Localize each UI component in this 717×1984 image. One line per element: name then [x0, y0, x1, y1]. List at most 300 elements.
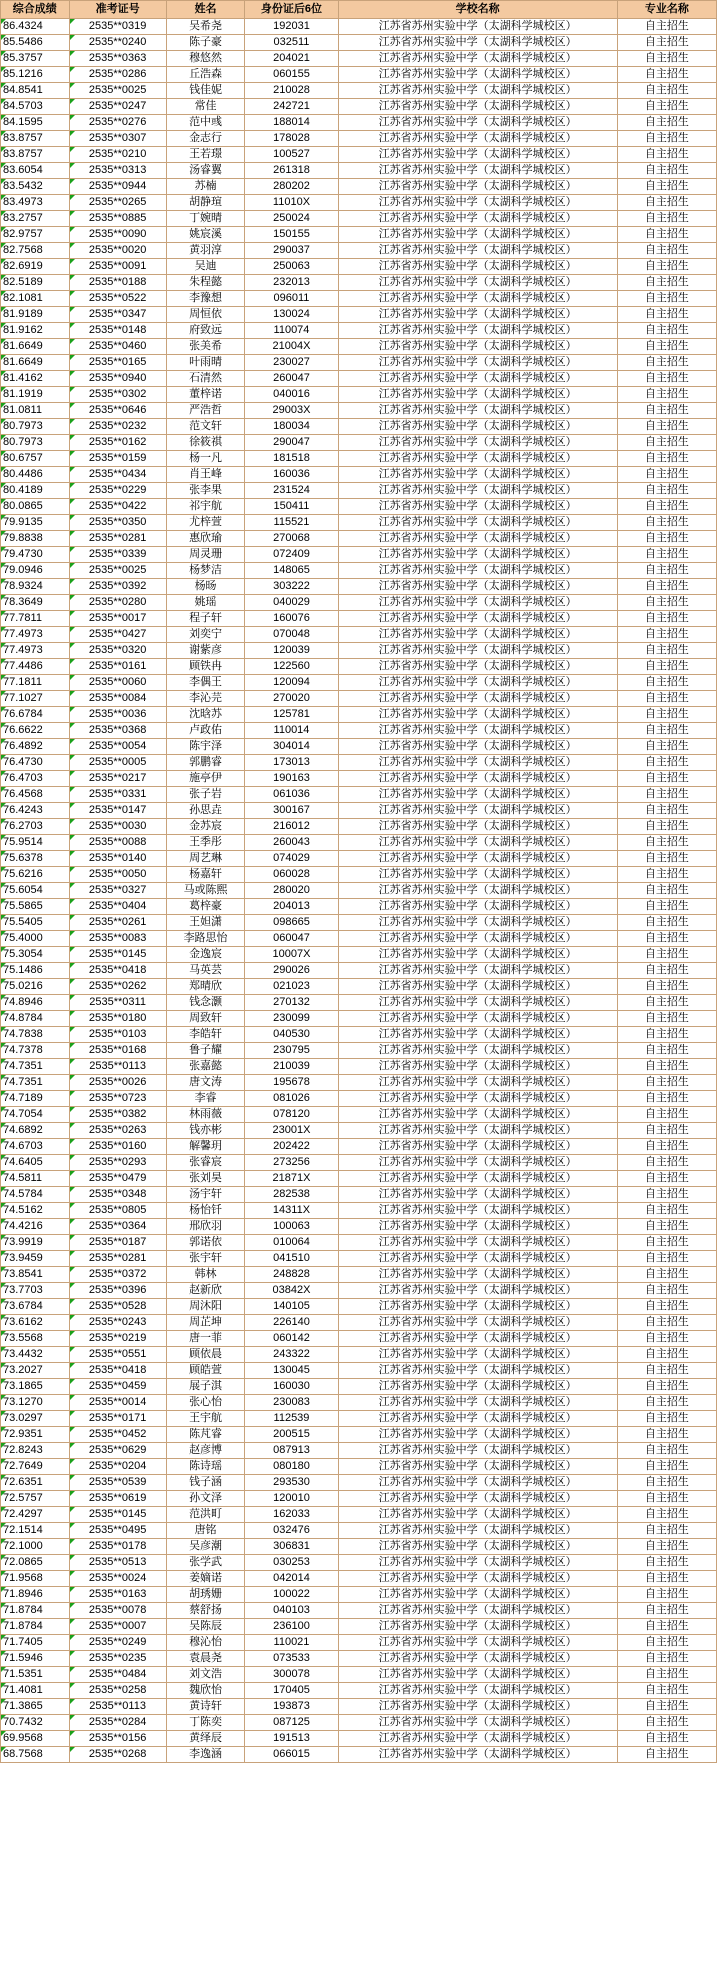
- table-row: [1, 1235, 717, 1251]
- cell-score: 78.9324: [1, 579, 70, 595]
- cell-exam-id: 2535**0156: [69, 1731, 166, 1747]
- cell-score: 74.7054: [1, 1107, 70, 1123]
- cell-major: 自主招生: [617, 707, 716, 723]
- cell-exam-id: 2535**0024: [69, 1571, 166, 1587]
- cell-major: 自主招生: [617, 547, 716, 563]
- cell-school: 江苏省苏州实验中学（太湖科学城校区）: [338, 1715, 617, 1731]
- cell-exam-id: 2535**0327: [69, 883, 166, 899]
- cell-name: 张美希: [166, 339, 245, 355]
- cell-major: 自主招生: [617, 211, 716, 227]
- cell-name: 郭诺依: [166, 1235, 245, 1251]
- cell-id-last6: 162033: [245, 1507, 338, 1523]
- cell-score: 83.5432: [1, 179, 70, 195]
- cell-name: 杨一凡: [166, 451, 245, 467]
- table-row: [1, 1267, 717, 1283]
- table-row: [1, 467, 717, 483]
- cell-major: 自主招生: [617, 467, 716, 483]
- table-row: [1, 1379, 717, 1395]
- cell-error-marker-icon: [70, 931, 75, 936]
- cell-exam-id: 2535**0088: [69, 835, 166, 851]
- cell-school: 江苏省苏州实验中学（太湖科学城校区）: [338, 483, 617, 499]
- cell-error-marker-icon: [70, 227, 75, 232]
- table-row: [1, 1059, 717, 1075]
- table-row: [1, 1491, 717, 1507]
- cell-id-last6: 120010: [245, 1491, 338, 1507]
- cell-name: 吴迪: [166, 259, 245, 275]
- table-row: [1, 547, 717, 563]
- cell-school: 江苏省苏州实验中学（太湖科学城校区）: [338, 179, 617, 195]
- cell-major: 自主招生: [617, 1603, 716, 1619]
- cell-major: 自主招生: [617, 899, 716, 915]
- cell-school: 江苏省苏州实验中学（太湖科学城校区）: [338, 819, 617, 835]
- cell-id-last6: 290026: [245, 963, 338, 979]
- cell-school: 江苏省苏州实验中学（太湖科学城校区）: [338, 339, 617, 355]
- cell-score: 74.7351: [1, 1059, 70, 1075]
- cell-error-marker-icon: [1, 467, 6, 472]
- cell-score: 76.4730: [1, 755, 70, 771]
- cell-score: 83.6054: [1, 163, 70, 179]
- cell-error-marker-icon: [1, 515, 6, 520]
- cell-error-marker-icon: [1, 483, 6, 488]
- cell-score: 74.7838: [1, 1027, 70, 1043]
- cell-error-marker-icon: [70, 1347, 75, 1352]
- cell-score: 84.8541: [1, 83, 70, 99]
- cell-score: 83.8757: [1, 147, 70, 163]
- cell-score: 81.9189: [1, 307, 70, 323]
- cell-name: 范中彧: [166, 115, 245, 131]
- cell-score: 74.5162: [1, 1203, 70, 1219]
- cell-exam-id: 2535**0025: [69, 563, 166, 579]
- cell-name: 李逸涵: [166, 1747, 245, 1763]
- cell-school: 江苏省苏州实验中学（太湖科学城校区）: [338, 1507, 617, 1523]
- cell-school: 江苏省苏州实验中学（太湖科学城校区）: [338, 787, 617, 803]
- cell-school: 江苏省苏州实验中学（太湖科学城校区）: [338, 195, 617, 211]
- cell-major: 自主招生: [617, 355, 716, 371]
- cell-name: 张子岩: [166, 787, 245, 803]
- cell-exam-id: 2535**0629: [69, 1443, 166, 1459]
- cell-id-last6: 030253: [245, 1555, 338, 1571]
- cell-error-marker-icon: [1, 643, 6, 648]
- cell-school: 江苏省苏州实验中学（太湖科学城校区）: [338, 515, 617, 531]
- cell-major: 自主招生: [617, 115, 716, 131]
- cell-exam-id: 2535**0168: [69, 1043, 166, 1059]
- cell-name: 程子轩: [166, 611, 245, 627]
- cell-score: 83.2757: [1, 211, 70, 227]
- cell-name: 张心怡: [166, 1395, 245, 1411]
- cell-major: 自主招生: [617, 1491, 716, 1507]
- cell-school: 江苏省苏州实验中学（太湖科学城校区）: [338, 1027, 617, 1043]
- cell-score: 76.4568: [1, 787, 70, 803]
- cell-name: 陈子豪: [166, 35, 245, 51]
- cell-name: 韩林: [166, 1267, 245, 1283]
- cell-major: 自主招生: [617, 179, 716, 195]
- cell-score: 75.1486: [1, 963, 70, 979]
- cell-school: 江苏省苏州实验中学（太湖科学城校区）: [338, 499, 617, 515]
- cell-error-marker-icon: [1, 1059, 6, 1064]
- cell-name: 王妲潇: [166, 915, 245, 931]
- cell-major: 自主招生: [617, 1619, 716, 1635]
- cell-school: 江苏省苏州实验中学（太湖科学城校区）: [338, 307, 617, 323]
- cell-exam-id: 2535**0161: [69, 659, 166, 675]
- cell-exam-id: 2535**0479: [69, 1171, 166, 1187]
- cell-score: 82.9757: [1, 227, 70, 243]
- table-row: [1, 803, 717, 819]
- cell-exam-id: 2535**0427: [69, 627, 166, 643]
- cell-id-last6: 29003X: [245, 403, 338, 419]
- cell-error-marker-icon: [1, 1571, 6, 1576]
- cell-error-marker-icon: [1, 1411, 6, 1416]
- cell-major: 自主招生: [617, 435, 716, 451]
- table-row: [1, 643, 717, 659]
- cell-id-last6: 130024: [245, 307, 338, 323]
- cell-id-last6: 078120: [245, 1107, 338, 1123]
- table-row: [1, 1587, 717, 1603]
- cell-error-marker-icon: [70, 35, 75, 40]
- cell-score: 79.4730: [1, 547, 70, 563]
- cell-id-last6: 191513: [245, 1731, 338, 1747]
- cell-major: 自主招生: [617, 1171, 716, 1187]
- table-row: [1, 1667, 717, 1683]
- cell-id-last6: 081026: [245, 1091, 338, 1107]
- cell-exam-id: 2535**0235: [69, 1651, 166, 1667]
- cell-score: 75.9514: [1, 835, 70, 851]
- cell-score: 82.5189: [1, 275, 70, 291]
- cell-score: 71.8784: [1, 1619, 70, 1635]
- cell-school: 江苏省苏州实验中学（太湖科学城校区）: [338, 451, 617, 467]
- table-row: [1, 1347, 717, 1363]
- cell-id-last6: 021023: [245, 979, 338, 995]
- cell-school: 江苏省苏州实验中学（太湖科学城校区）: [338, 1107, 617, 1123]
- table-row: [1, 611, 717, 627]
- cell-score: 83.8757: [1, 131, 70, 147]
- cell-school: 江苏省苏州实验中学（太湖科学城校区）: [338, 579, 617, 595]
- cell-school: 江苏省苏州实验中学（太湖科学城校区）: [338, 19, 617, 35]
- table-row: [1, 1715, 717, 1731]
- cell-school: 江苏省苏州实验中学（太湖科学城校区）: [338, 1379, 617, 1395]
- cell-name: 陈诗瑶: [166, 1459, 245, 1475]
- cell-score: 85.1216: [1, 67, 70, 83]
- cell-score: 70.7432: [1, 1715, 70, 1731]
- table-row: [1, 915, 717, 931]
- cell-name: 朱程懿: [166, 275, 245, 291]
- cell-error-marker-icon: [1, 1315, 6, 1320]
- cell-id-last6: 100527: [245, 147, 338, 163]
- cell-id-last6: 210039: [245, 1059, 338, 1075]
- cell-error-marker-icon: [70, 659, 75, 664]
- table-row: [1, 131, 717, 147]
- cell-error-marker-icon: [1, 51, 6, 56]
- cell-exam-id: 2535**0145: [69, 947, 166, 963]
- cell-exam-id: 2535**0148: [69, 323, 166, 339]
- cell-score: 71.8946: [1, 1587, 70, 1603]
- table-row: [1, 1443, 717, 1459]
- cell-error-marker-icon: [1, 1587, 6, 1592]
- cell-name: 范洪町: [166, 1507, 245, 1523]
- cell-major: 自主招生: [617, 275, 716, 291]
- cell-error-marker-icon: [1, 947, 6, 952]
- cell-major: 自主招生: [617, 1443, 716, 1459]
- cell-error-marker-icon: [70, 371, 75, 376]
- cell-score: 79.9135: [1, 515, 70, 531]
- cell-error-marker-icon: [70, 291, 75, 296]
- cell-major: 自主招生: [617, 979, 716, 995]
- table-row: [1, 355, 717, 371]
- cell-error-marker-icon: [70, 275, 75, 280]
- cell-school: 江苏省苏州实验中学（太湖科学城校区）: [338, 1587, 617, 1603]
- table-row: [1, 1555, 717, 1571]
- cell-score: 74.6892: [1, 1123, 70, 1139]
- cell-error-marker-icon: [1, 355, 6, 360]
- cell-error-marker-icon: [1, 723, 6, 728]
- cell-error-marker-icon: [1, 179, 6, 184]
- cell-error-marker-icon: [70, 723, 75, 728]
- cell-score: 84.5703: [1, 99, 70, 115]
- cell-exam-id: 2535**0159: [69, 451, 166, 467]
- cell-exam-id: 2535**0350: [69, 515, 166, 531]
- cell-school: 江苏省苏州实验中学（太湖科学城校区）: [338, 627, 617, 643]
- cell-score: 72.6351: [1, 1475, 70, 1491]
- cell-error-marker-icon: [70, 1443, 75, 1448]
- cell-score: 82.7568: [1, 243, 70, 259]
- table-row: [1, 1107, 717, 1123]
- cell-exam-id: 2535**0232: [69, 419, 166, 435]
- cell-score: 77.4973: [1, 627, 70, 643]
- cell-error-marker-icon: [70, 163, 75, 168]
- cell-major: 自主招生: [617, 307, 716, 323]
- cell-exam-id: 2535**0392: [69, 579, 166, 595]
- cell-score: 72.1514: [1, 1523, 70, 1539]
- cell-exam-id: 2535**0187: [69, 1235, 166, 1251]
- cell-school: 江苏省苏州实验中学（太湖科学城校区）: [338, 915, 617, 931]
- cell-school: 江苏省苏州实验中学（太湖科学城校区）: [338, 275, 617, 291]
- cell-id-last6: 060142: [245, 1331, 338, 1347]
- cell-school: 江苏省苏州实验中学（太湖科学城校区）: [338, 1427, 617, 1443]
- cell-id-last6: 100022: [245, 1587, 338, 1603]
- cell-exam-id: 2535**0050: [69, 867, 166, 883]
- cell-id-last6: 216012: [245, 819, 338, 835]
- cell-name: 刘奕宁: [166, 627, 245, 643]
- cell-exam-id: 2535**0025: [69, 83, 166, 99]
- cell-id-last6: 072409: [245, 547, 338, 563]
- cell-id-last6: 260043: [245, 835, 338, 851]
- cell-error-marker-icon: [1, 371, 6, 376]
- cell-error-marker-icon: [70, 1075, 75, 1080]
- cell-school: 江苏省苏州实验中学（太湖科学城校区）: [338, 739, 617, 755]
- cell-major: 自主招生: [617, 1155, 716, 1171]
- cell-id-last6: 181518: [245, 451, 338, 467]
- cell-exam-id: 2535**0307: [69, 131, 166, 147]
- cell-name: 黄绎辰: [166, 1731, 245, 1747]
- table-row: [1, 323, 717, 339]
- cell-score: 80.7973: [1, 419, 70, 435]
- cell-score: 80.7973: [1, 435, 70, 451]
- cell-score: 84.1595: [1, 115, 70, 131]
- cell-name: 钱子涵: [166, 1475, 245, 1491]
- cell-exam-id: 2535**0484: [69, 1667, 166, 1683]
- cell-id-last6: 261318: [245, 163, 338, 179]
- cell-major: 自主招生: [617, 1059, 716, 1075]
- cell-exam-id: 2535**0348: [69, 1187, 166, 1203]
- cell-id-last6: 270068: [245, 531, 338, 547]
- cell-school: 江苏省苏州实验中学（太湖科学城校区）: [338, 563, 617, 579]
- cell-error-marker-icon: [70, 963, 75, 968]
- cell-id-last6: 304014: [245, 739, 338, 755]
- cell-name: 鲁子耀: [166, 1043, 245, 1059]
- cell-name: 金逸宸: [166, 947, 245, 963]
- cell-school: 江苏省苏州实验中学（太湖科学城校区）: [338, 419, 617, 435]
- cell-exam-id: 2535**0404: [69, 899, 166, 915]
- cell-school: 江苏省苏州实验中学（太湖科学城校区）: [338, 643, 617, 659]
- cell-id-last6: 200515: [245, 1427, 338, 1443]
- cell-id-last6: 080180: [245, 1459, 338, 1475]
- cell-error-marker-icon: [1, 755, 6, 760]
- cell-error-marker-icon: [1, 611, 6, 616]
- table-row: [1, 1299, 717, 1315]
- table-row: [1, 419, 717, 435]
- cell-exam-id: 2535**0319: [69, 19, 166, 35]
- cell-error-marker-icon: [70, 1571, 75, 1576]
- cell-error-marker-icon: [70, 211, 75, 216]
- cell-error-marker-icon: [70, 1395, 75, 1400]
- cell-exam-id: 2535**0210: [69, 147, 166, 163]
- cell-error-marker-icon: [1, 531, 6, 536]
- table-row: [1, 163, 717, 179]
- cell-major: 自主招生: [617, 1187, 716, 1203]
- table-row: [1, 931, 717, 947]
- table-row: [1, 979, 717, 995]
- table-row: [1, 83, 717, 99]
- cell-exam-id: 2535**0418: [69, 1363, 166, 1379]
- table-header-row: [1, 1, 717, 19]
- cell-id-last6: 300167: [245, 803, 338, 819]
- cell-error-marker-icon: [1, 579, 6, 584]
- cell-score: 72.5757: [1, 1491, 70, 1507]
- cell-exam-id: 2535**0528: [69, 1299, 166, 1315]
- cell-error-marker-icon: [70, 1427, 75, 1432]
- cell-error-marker-icon: [70, 1251, 75, 1256]
- cell-error-marker-icon: [70, 1027, 75, 1032]
- table-row: [1, 899, 717, 915]
- cell-id-last6: 178028: [245, 131, 338, 147]
- cell-id-last6: 210028: [245, 83, 338, 99]
- table-row: [1, 947, 717, 963]
- cell-error-marker-icon: [1, 99, 6, 104]
- cell-school: 江苏省苏州实验中学（太湖科学城校区）: [338, 147, 617, 163]
- cell-error-marker-icon: [1, 979, 6, 984]
- cell-error-marker-icon: [70, 515, 75, 520]
- cell-error-marker-icon: [1, 451, 6, 456]
- cell-name: 林雨薇: [166, 1107, 245, 1123]
- cell-id-last6: 250024: [245, 211, 338, 227]
- cell-major: 自主招生: [617, 723, 716, 739]
- cell-error-marker-icon: [1, 1459, 6, 1464]
- cell-exam-id: 2535**0320: [69, 643, 166, 659]
- cell-score: 76.6622: [1, 723, 70, 739]
- cell-score: 76.2703: [1, 819, 70, 835]
- cell-exam-id: 2535**0944: [69, 179, 166, 195]
- cell-name: 李路思怡: [166, 931, 245, 947]
- cell-major: 自主招生: [617, 915, 716, 931]
- cell-major: 自主招生: [617, 995, 716, 1011]
- cell-id-last6: 032511: [245, 35, 338, 51]
- cell-school: 江苏省苏州实验中学（太湖科学城校区）: [338, 835, 617, 851]
- cell-school: 江苏省苏州实验中学（太湖科学城校区）: [338, 883, 617, 899]
- cell-exam-id: 2535**0188: [69, 275, 166, 291]
- cell-school: 江苏省苏州实验中学（太湖科学城校区）: [338, 1059, 617, 1075]
- cell-id-last6: 120094: [245, 675, 338, 691]
- cell-id-last6: 23001X: [245, 1123, 338, 1139]
- cell-name: 穆悠然: [166, 51, 245, 67]
- table-row: [1, 1539, 717, 1555]
- cell-major: 自主招生: [617, 291, 716, 307]
- cell-major: 自主招生: [617, 627, 716, 643]
- cell-exam-id: 2535**0459: [69, 1379, 166, 1395]
- cell-score: 74.7378: [1, 1043, 70, 1059]
- cell-error-marker-icon: [1, 1395, 6, 1400]
- cell-error-marker-icon: [70, 1363, 75, 1368]
- cell-major: 自主招生: [617, 99, 716, 115]
- cell-exam-id: 2535**0263: [69, 1123, 166, 1139]
- cell-exam-id: 2535**0280: [69, 595, 166, 611]
- cell-school: 江苏省苏州实验中学（太湖科学城校区）: [338, 1491, 617, 1507]
- cell-major: 自主招生: [617, 163, 716, 179]
- cell-exam-id: 2535**0180: [69, 1011, 166, 1027]
- cell-exam-id: 2535**0268: [69, 1747, 166, 1763]
- cell-error-marker-icon: [70, 1043, 75, 1048]
- cell-exam-id: 2535**0452: [69, 1427, 166, 1443]
- table-row: [1, 691, 717, 707]
- cell-name: 蔡舒扬: [166, 1603, 245, 1619]
- cell-id-last6: 061036: [245, 787, 338, 803]
- cell-major: 自主招生: [617, 1091, 716, 1107]
- cell-error-marker-icon: [70, 1715, 75, 1720]
- cell-school: 江苏省苏州实验中学（太湖科学城校区）: [338, 403, 617, 419]
- cell-score: 75.6054: [1, 883, 70, 899]
- cell-name: 金苏宸: [166, 819, 245, 835]
- cell-school: 江苏省苏州实验中学（太湖科学城校区）: [338, 691, 617, 707]
- cell-school: 江苏省苏州实验中学（太湖科学城校区）: [338, 1459, 617, 1475]
- cell-major: 自主招生: [617, 579, 716, 595]
- cell-error-marker-icon: [1, 1203, 6, 1208]
- cell-major: 自主招生: [617, 1523, 716, 1539]
- cell-score: 76.4243: [1, 803, 70, 819]
- cell-score: 74.6703: [1, 1139, 70, 1155]
- cell-exam-id: 2535**0422: [69, 499, 166, 515]
- cell-error-marker-icon: [70, 1539, 75, 1544]
- cell-error-marker-icon: [1, 1107, 6, 1112]
- cell-id-last6: 110014: [245, 723, 338, 739]
- cell-error-marker-icon: [70, 1187, 75, 1192]
- cell-id-last6: 290047: [245, 435, 338, 451]
- cell-error-marker-icon: [70, 627, 75, 632]
- cell-name: 董梓诺: [166, 387, 245, 403]
- cell-name: 唐铭: [166, 1523, 245, 1539]
- cell-major: 自主招生: [617, 1715, 716, 1731]
- cell-major: 自主招生: [617, 243, 716, 259]
- cell-score: 73.1270: [1, 1395, 70, 1411]
- cell-name: 张刘昊: [166, 1171, 245, 1187]
- table-row: [1, 1507, 717, 1523]
- cell-name: 谢紫彦: [166, 643, 245, 659]
- table-row: [1, 1427, 717, 1443]
- cell-school: 江苏省苏州实验中学（太湖科学城校区）: [338, 1139, 617, 1155]
- cell-name: 孙文泽: [166, 1491, 245, 1507]
- cell-error-marker-icon: [70, 739, 75, 744]
- cell-error-marker-icon: [70, 387, 75, 392]
- cell-error-marker-icon: [1, 1283, 6, 1288]
- cell-id-last6: 110021: [245, 1635, 338, 1651]
- cell-error-marker-icon: [70, 771, 75, 776]
